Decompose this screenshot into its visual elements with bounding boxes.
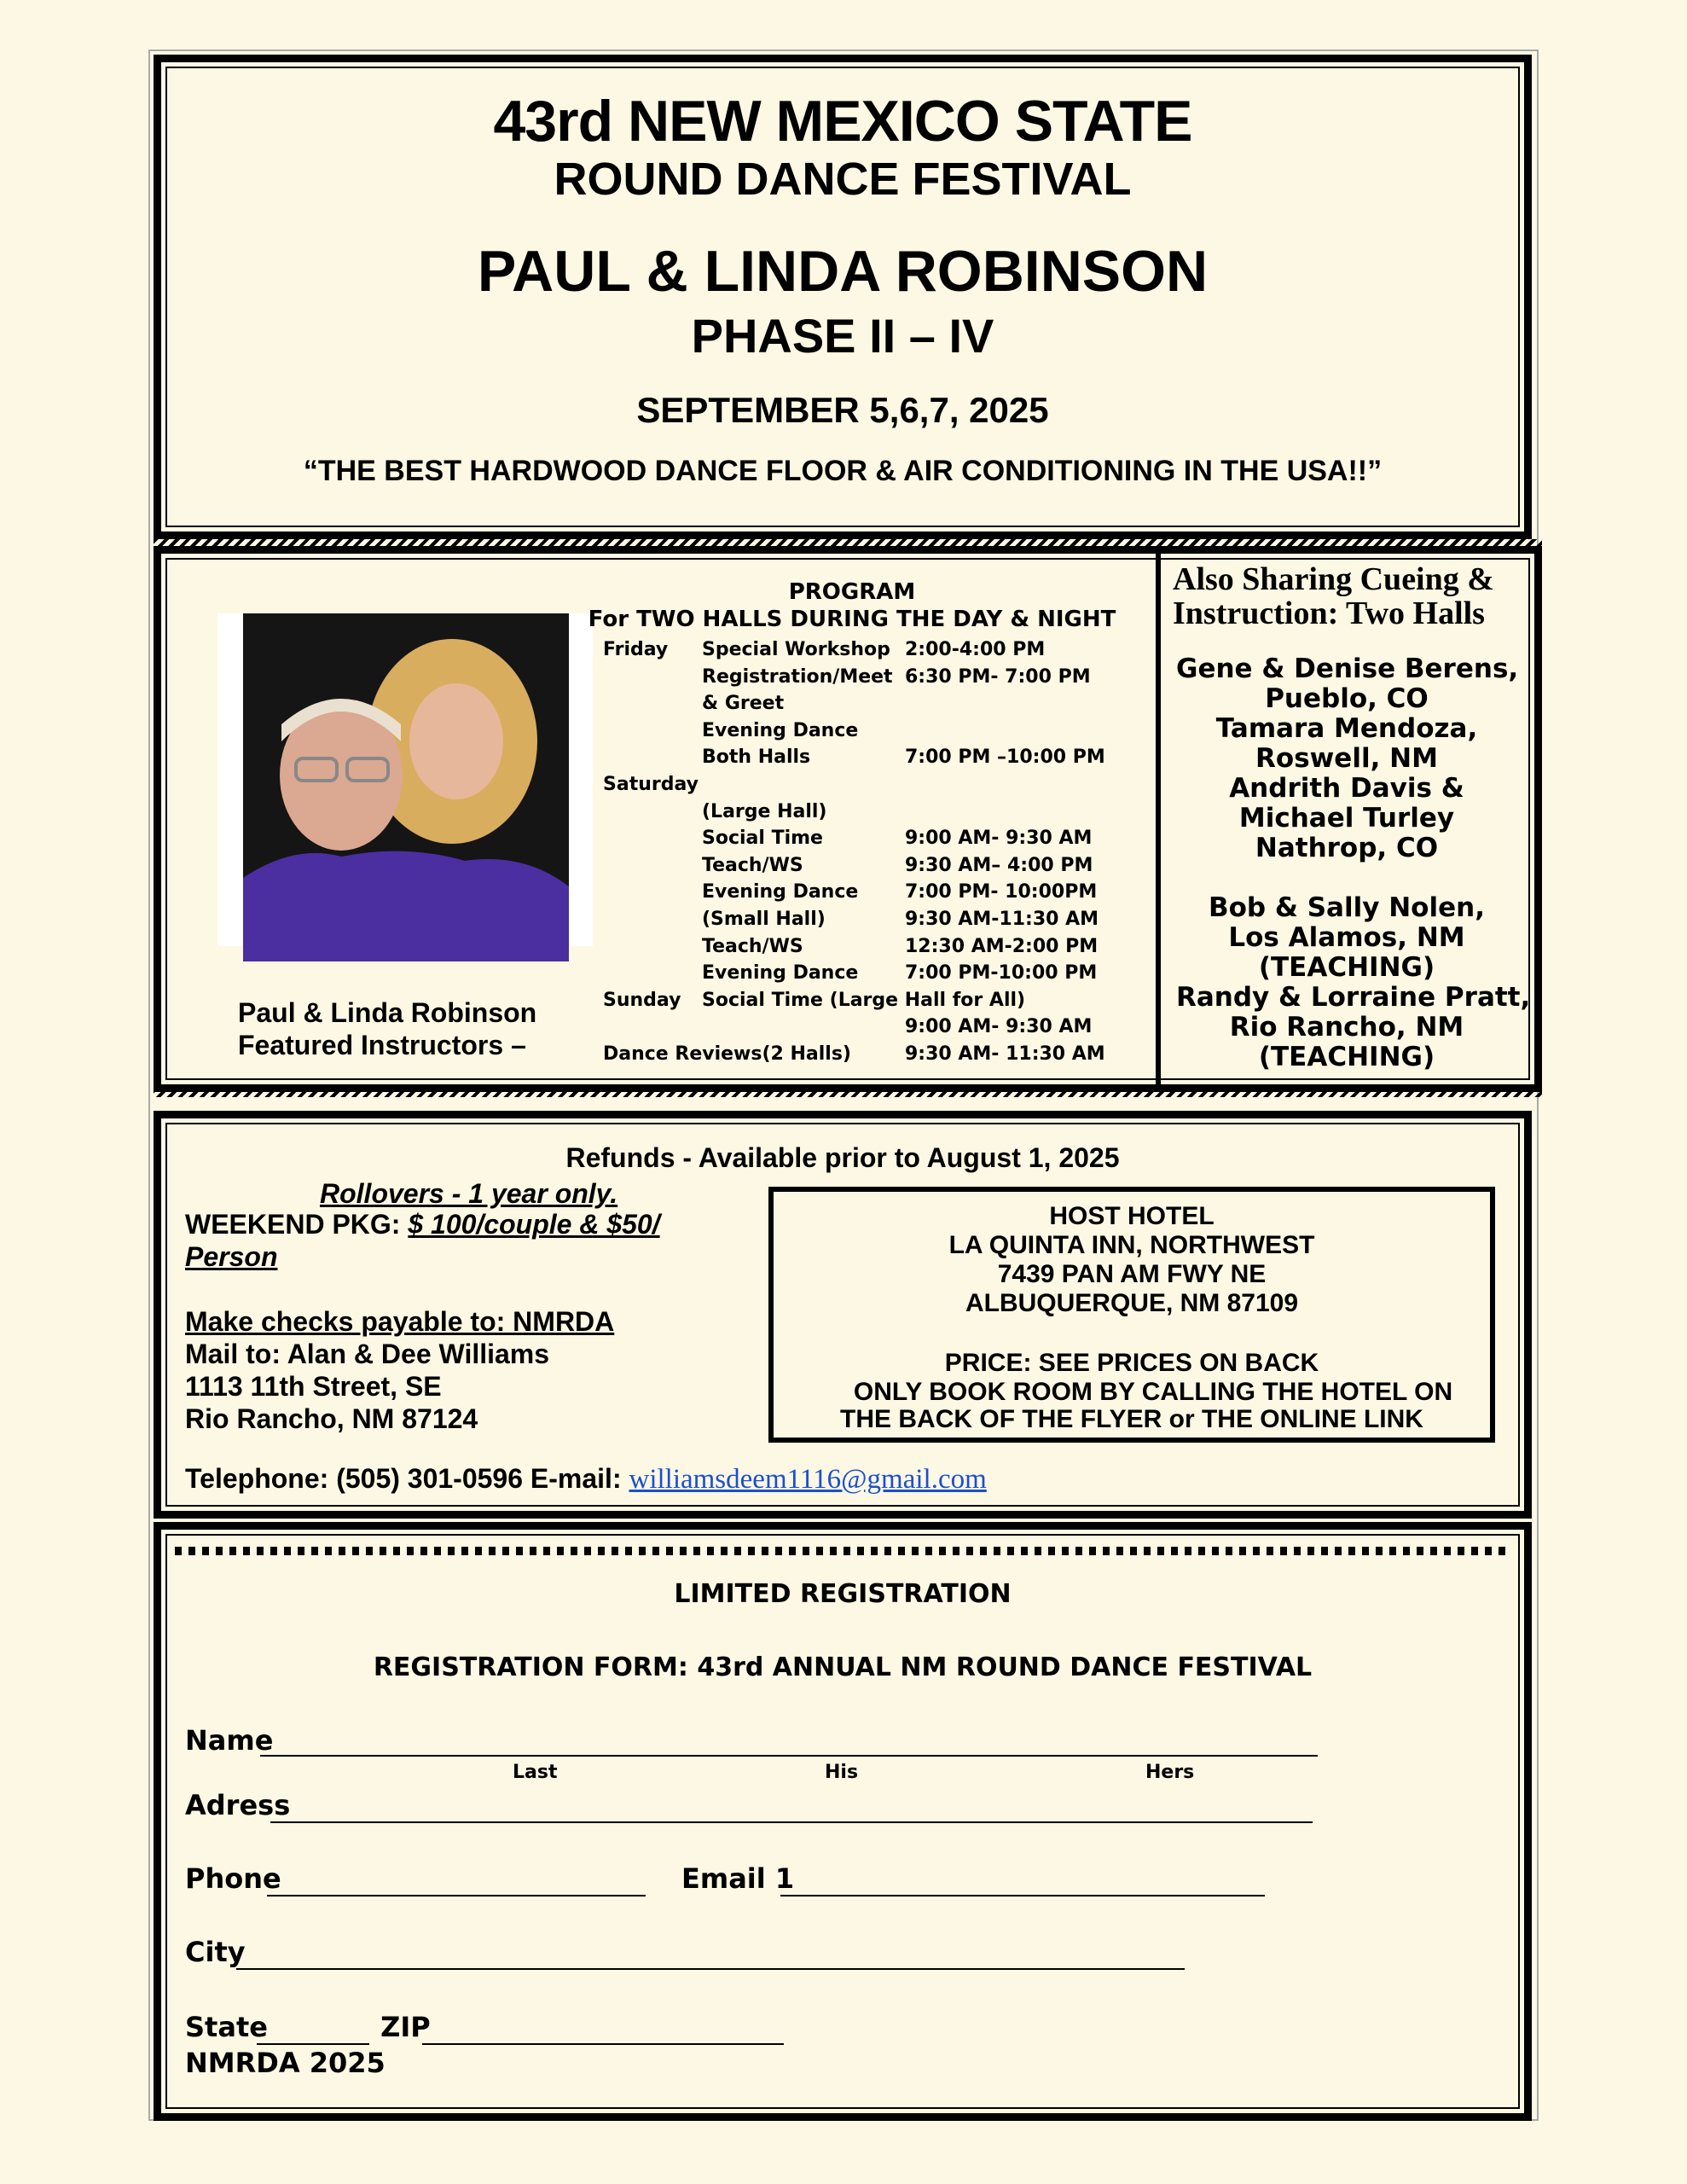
hotel-name: LA QUINTA INN, NORTHWEST bbox=[948, 1231, 1315, 1259]
sharing-line: Roswell, NM bbox=[1255, 743, 1438, 774]
program-day: Dance Reviews(2 Halls) bbox=[603, 1043, 851, 1065]
email-link[interactable]: williamsdeem1116@gmail.com bbox=[629, 1464, 987, 1495]
phone-label: Phone bbox=[185, 1862, 281, 1895]
weekend-price-unit: Person bbox=[185, 1241, 278, 1272]
program-time: 9:00 AM- 9:30 AM bbox=[905, 1016, 1093, 1038]
name-input-line[interactable] bbox=[260, 1755, 1318, 1757]
instructors-heading: PAUL & LINDA ROBINSON bbox=[477, 239, 1209, 304]
hotel-city: ALBUQUERQUE, NM 87109 bbox=[965, 1289, 1299, 1317]
weekend-label: WEEKEND PKG: bbox=[185, 1209, 409, 1240]
hotel-booking-note-1: ONLY BOOK ROOM BY CALLING THE HOTEL ON bbox=[853, 1378, 1453, 1406]
hotel-box bbox=[768, 1187, 1495, 1443]
rollovers-note: Rollovers - 1 year only. bbox=[320, 1178, 618, 1209]
registration-box bbox=[154, 1522, 1532, 2121]
program-event: Teach/WS bbox=[702, 854, 803, 876]
sharing-line: (TEACHING) bbox=[1258, 952, 1435, 983]
sharing-line: Andrith Davis & bbox=[1229, 773, 1464, 804]
program-event: Social Time (Large Hall for All) bbox=[702, 989, 1026, 1011]
program-event: Evening Dance bbox=[702, 881, 859, 903]
phone-input-line[interactable] bbox=[267, 1895, 646, 1896]
sharing-heading-2: Instruction: Two Halls bbox=[1173, 595, 1485, 631]
program-day: Saturday bbox=[603, 774, 699, 795]
sharing-line: Michael Turley bbox=[1238, 803, 1455, 834]
program-event: Registration/Meet bbox=[702, 665, 893, 688]
instructors-photo bbox=[243, 613, 569, 961]
hotel-price: PRICE: SEE PRICES ON BACK bbox=[944, 1349, 1319, 1377]
sharing-line: Pueblo, CO bbox=[1265, 683, 1429, 714]
program-event: Special Workshop bbox=[702, 639, 890, 660]
sharing-list bbox=[1176, 653, 1531, 1072]
state-input-line[interactable] bbox=[257, 2043, 369, 2045]
form-footer: NMRDA 2025 bbox=[185, 2047, 386, 2079]
mail-city: Rio Rancho, NM 87124 bbox=[185, 1403, 478, 1434]
program-event: Both Halls bbox=[702, 746, 811, 769]
email-label: Email 1 bbox=[681, 1862, 795, 1895]
program-time: 9:00 AM- 9:30 AM bbox=[905, 828, 1093, 850]
section-divider bbox=[1156, 554, 1161, 1084]
tagline: “THE BEST HARDWOOD DANCE FLOOR & AIR CONDITIONING IN THE USA!!” bbox=[303, 455, 1383, 487]
hotel-street: 7439 PAN AM FWY NE bbox=[997, 1260, 1267, 1288]
info-box bbox=[154, 1111, 1532, 1519]
program-event: Evening Dance bbox=[702, 962, 859, 985]
mail-to: Mail to: Alan & Dee Williams bbox=[185, 1339, 550, 1369]
zip-label: ZIP bbox=[371, 2011, 431, 2043]
checks-payable: Make checks payable to: NMRDA bbox=[185, 1306, 615, 1337]
address-label: Adress bbox=[185, 1789, 291, 1821]
zip-input-line[interactable] bbox=[422, 2043, 784, 2045]
cut-line bbox=[175, 1547, 1507, 1555]
sharing-heading-1: Also Sharing Cueing & bbox=[1173, 561, 1494, 597]
program-event: Teach/WS bbox=[702, 935, 803, 957]
program-event: & Greet bbox=[702, 693, 785, 715]
phase-heading: PHASE II – IV bbox=[691, 309, 994, 363]
program-time: 2:00-4:00 PM bbox=[905, 639, 1046, 660]
name-sub-hers: Hers bbox=[1145, 1762, 1195, 1783]
program-subtitle: For TWO HALLS DURING THE DAY & NIGHT bbox=[588, 607, 1116, 632]
program-time: 12:30 AM-2:00 PM bbox=[905, 935, 1099, 957]
sharing-line bbox=[1176, 863, 1517, 893]
program-event: Evening Dance bbox=[702, 719, 859, 741]
mail-street: 1113 11th Street, SE bbox=[185, 1371, 442, 1402]
sharing-line: Los Alamos, NM bbox=[1228, 922, 1465, 953]
sharing-line: Bob & Sally Nolen, bbox=[1209, 892, 1485, 923]
festival-title: 43rd NEW MEXICO STATE bbox=[493, 89, 1192, 154]
sharing-line: Gene & Denise Berens, bbox=[1176, 653, 1519, 684]
sharing-line: Tamara Mendoza, bbox=[1215, 713, 1478, 744]
refunds-note: Refunds - Available prior to August 1, 2025 bbox=[565, 1142, 1120, 1173]
name-sub-his: His bbox=[825, 1762, 859, 1783]
hotel-title: HOST HOTEL bbox=[1049, 1202, 1215, 1230]
city-input-line[interactable] bbox=[236, 1968, 1185, 1970]
sharing-line: Randy & Lorraine Pratt, bbox=[1176, 982, 1531, 1013]
program-event: (Large Hall) bbox=[702, 800, 827, 822]
name-label: Name bbox=[185, 1724, 274, 1757]
state-label: State bbox=[185, 2011, 268, 2043]
sharing-line: Rio Rancho, NM bbox=[1229, 1012, 1464, 1043]
header-box bbox=[154, 55, 1532, 539]
phone-label: Telephone: (505) 301-0596 E-mail: bbox=[185, 1463, 629, 1494]
photo-caption-name: Paul & Linda Robinson bbox=[238, 997, 537, 1028]
sharing-line: Nathrop, CO bbox=[1255, 833, 1439, 863]
address-input-line[interactable] bbox=[270, 1821, 1313, 1823]
festival-subtitle: ROUND DANCE FESTIVAL bbox=[554, 154, 1132, 205]
program-event: Social Time bbox=[702, 828, 823, 850]
program-day: Sunday bbox=[603, 989, 681, 1011]
program-title: PROGRAM bbox=[788, 579, 916, 605]
program-time: 9:30 AM– 4:00 PM bbox=[905, 854, 1093, 876]
hotel-booking-note-2: THE BACK OF THE FLYER or THE ONLINE LINK bbox=[840, 1405, 1423, 1433]
program-time: 7:00 PM –10:00 PM bbox=[905, 746, 1105, 769]
program-time: 9:30 AM-11:30 AM bbox=[905, 909, 1099, 930]
photo-caption-title: Featured Instructors – bbox=[238, 1030, 526, 1060]
email-input-line[interactable] bbox=[780, 1895, 1265, 1896]
contact-line bbox=[185, 1463, 987, 1496]
program-day: Friday bbox=[603, 639, 669, 660]
weekend-package bbox=[185, 1209, 660, 1240]
program-time: 9:30 AM- 11:30 AM bbox=[905, 1043, 1105, 1065]
sharing-line: (TEACHING) bbox=[1258, 1042, 1435, 1072]
registration-form-title: REGISTRATION FORM: 43rd ANNUAL NM ROUND DANCE FESTIVAL bbox=[373, 1653, 1313, 1682]
program-event: (Small Hall) bbox=[702, 909, 826, 930]
weekend-price: $ 100/couple & $50/ bbox=[408, 1209, 660, 1240]
program-section bbox=[154, 546, 1542, 1092]
name-sub-last: Last bbox=[513, 1762, 558, 1783]
limited-registration: LIMITED REGISTRATION bbox=[674, 1579, 1012, 1609]
program-time: 6:30 PM- 7:00 PM bbox=[905, 665, 1091, 688]
festival-dates: SEPTEMBER 5,6,7, 2025 bbox=[636, 390, 1049, 430]
city-label: City bbox=[185, 1936, 246, 1968]
program-time: 7:00 PM- 10:00PM bbox=[905, 881, 1098, 903]
program-time: 7:00 PM-10:00 PM bbox=[905, 962, 1098, 985]
